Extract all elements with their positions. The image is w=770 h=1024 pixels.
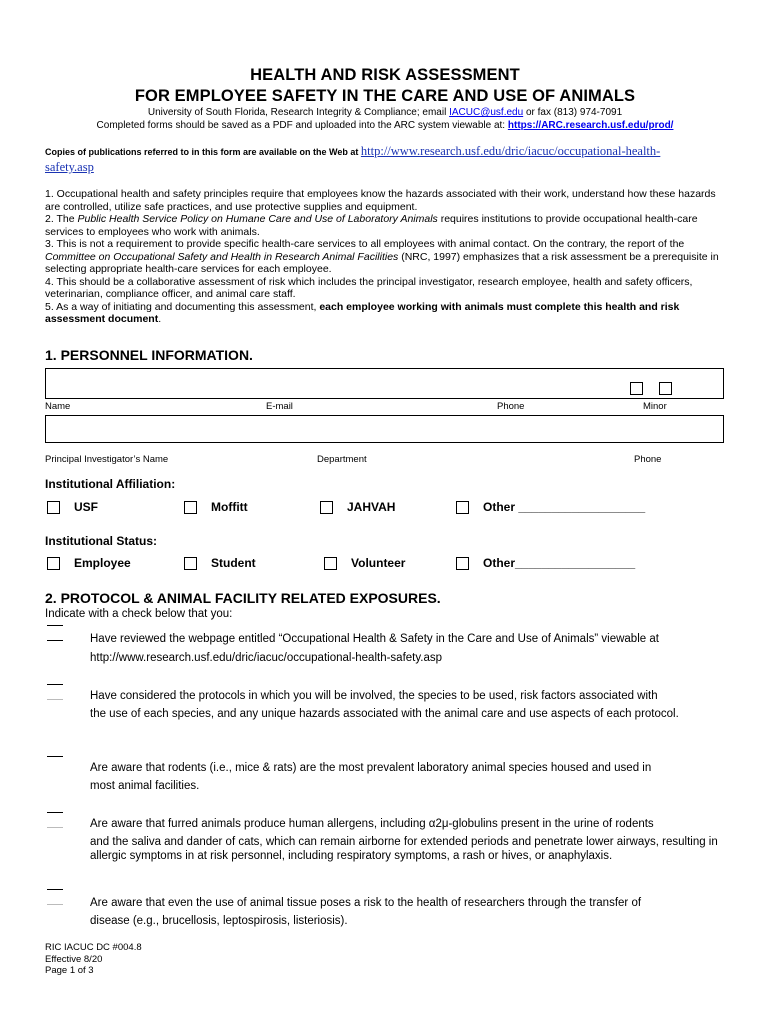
- checkbox[interactable]: [47, 501, 60, 514]
- exposure-item-3: Are aware that rodents (i.e., mice & rats) are the most prevalent laboratory animal species housed and used in most animal facilities.: [90, 762, 652, 792]
- check-line-3[interactable]: [47, 756, 63, 757]
- phone-label: Phone: [497, 401, 525, 412]
- status-heading: Institutional Status:: [45, 534, 157, 548]
- exposure-item-1: Have reviewed the webpage entitled “Occupational Health & Safety in the Care and Use of Animals” viewable at http://www.research.usf.edu/dric/iacuc/occupational-health-safety.asp: [90, 633, 659, 664]
- form-number: RIC IACUC DC #004.8: [45, 942, 142, 953]
- check-line-5b: [47, 904, 63, 905]
- department-label: Department: [317, 454, 367, 465]
- affiliation-usf[interactable]: USF: [47, 500, 98, 514]
- exposure-item-4: Are aware that furred animals produce human allergens, including α2μ-globulins present in the urine of rodents and the saliva and dander of cats, which can remain airborne for extended periods and penetrate lower airways, resulting in allergic symptoms in at risk personnel, including respiratory symptoms, a rash or hives, or anaphylaxis.: [90, 818, 718, 862]
- section1-heading: 1. PERSONNEL INFORMATION.: [45, 347, 253, 363]
- minor-no-checkbox[interactable]: [659, 382, 672, 395]
- form-footer: [45, 942, 142, 977]
- status-employee[interactable]: Employee: [47, 556, 131, 570]
- checkbox[interactable]: [320, 501, 333, 514]
- status-volunteer[interactable]: Volunteer: [324, 556, 405, 570]
- email-label: E-mail: [266, 401, 293, 412]
- affiliation-moffitt[interactable]: Moffitt: [184, 500, 248, 514]
- check-line-1[interactable]: [47, 625, 63, 626]
- exposure-item-5: Are aware that even the use of animal tissue poses a risk to the health of researchers through the transfer of disease (e.g., brucellosis, leptospirosis, listeriosis).: [90, 897, 642, 927]
- check-line-5[interactable]: [47, 889, 63, 890]
- intro-paragraphs: [45, 188, 730, 326]
- check-line-4b: [47, 827, 63, 828]
- publications-link-cont[interactable]: safety.asp: [45, 160, 94, 174]
- check-line-2b: [47, 699, 63, 700]
- page-number: Page 1 of 3: [45, 965, 94, 976]
- affiliation-jahvah[interactable]: JAHVAH: [320, 500, 395, 514]
- intro-p2: 2. The Public Health Service Policy on Humane Care and Use of Laboratory Animals requires institutions to provide occupational health-care services to employees who work with animals.: [45, 213, 698, 238]
- affiliation-heading: Institutional Affiliation:: [45, 477, 176, 491]
- pi-name-label: Principal Investigator’s Name: [45, 454, 169, 465]
- checkbox[interactable]: [324, 557, 337, 570]
- minor-label: Minor: [643, 401, 667, 412]
- exposure-item-2: Have considered the protocols in which you will be involved, the species to be used, risk factors associated with the use of each species, and any unique hazards associated with the animal care and use aspects of each protocol.: [90, 690, 679, 720]
- publications-note: Copies of publications referred to in this form are available on the Web at http://www.research.usf.edu/dric/iacuc/occupational-health-: [45, 144, 661, 158]
- form-title-line1: HEALTH AND RISK ASSESSMENT: [250, 66, 520, 84]
- checkbox[interactable]: [47, 557, 60, 570]
- pi-phone-label: Phone: [634, 454, 662, 465]
- checkbox[interactable]: [456, 501, 469, 514]
- section2-heading: 2. PROTOCOL & ANIMAL FACILITY RELATED EXPOSURES.: [45, 590, 441, 606]
- checkbox[interactable]: [184, 501, 197, 514]
- check-line-2[interactable]: [47, 684, 63, 685]
- email-link[interactable]: IACUC@usf.edu: [449, 107, 524, 118]
- arc-system-link[interactable]: https://ARC.research.usf.edu/prod/: [507, 120, 674, 131]
- checkbox[interactable]: [184, 557, 197, 570]
- intro-p1: 1. Occupational health and safety principles require that employees know the hazards associated with their work, understand how these hazards are controlled, utilize safe practices, and use protective supplies and equipment.: [45, 188, 716, 213]
- publications-link[interactable]: http://www.research.usf.edu/dric/iacuc/occupational-health-: [360, 144, 661, 158]
- intro-p3: 3. This is not a requirement to provide specific health-care services to all employees with animal contact. On the contrary, the report of the Committee on Occupational Safety and Health in Research Animal Facilities (NRC, 1997) emphasizes that a risk assessment be a prerequisite in selecting appropriate health-care services for each employee.: [45, 238, 719, 275]
- intro-p4: 4. This should be a collaborative assessment of risk which includes the principal investigator, research employee, health and safety officers, veterinarian, compliance officer, and animal care staff.: [45, 275, 693, 300]
- intro-p5: 5. As a way of initiating and documenting this assessment, each employee working with animals must complete this health and risk assessment document.: [45, 300, 680, 325]
- name-label: Name: [45, 401, 71, 412]
- effective-date: Effective 8/20: [45, 953, 103, 965]
- contact-line: University of South Florida, Research Integrity & Compliance; email IACUC@usf.edu or fax (813) 974-7091: [147, 107, 623, 118]
- affiliation-other[interactable]: Other ___________________: [456, 500, 645, 514]
- minor-yes-checkbox[interactable]: [630, 382, 643, 395]
- status-student[interactable]: Student: [184, 556, 256, 570]
- upload-instructions: Completed forms should be saved as a PDF and uploaded into the ARC system viewable at: https://ARC.research.usf.edu/prod/: [96, 120, 674, 131]
- checkbox[interactable]: [456, 557, 469, 570]
- personnel-row2-field[interactable]: [45, 415, 724, 443]
- indicate-instruction: Indicate with a check below that you:: [45, 608, 233, 620]
- status-other[interactable]: Other__________________: [456, 556, 635, 570]
- personnel-row1-field[interactable]: [45, 368, 724, 399]
- form-title-line2: FOR EMPLOYEE SAFETY IN THE CARE AND USE OF ANIMALS: [134, 87, 636, 105]
- check-line-4[interactable]: [47, 812, 63, 813]
- check-line-1b[interactable]: [47, 640, 63, 641]
